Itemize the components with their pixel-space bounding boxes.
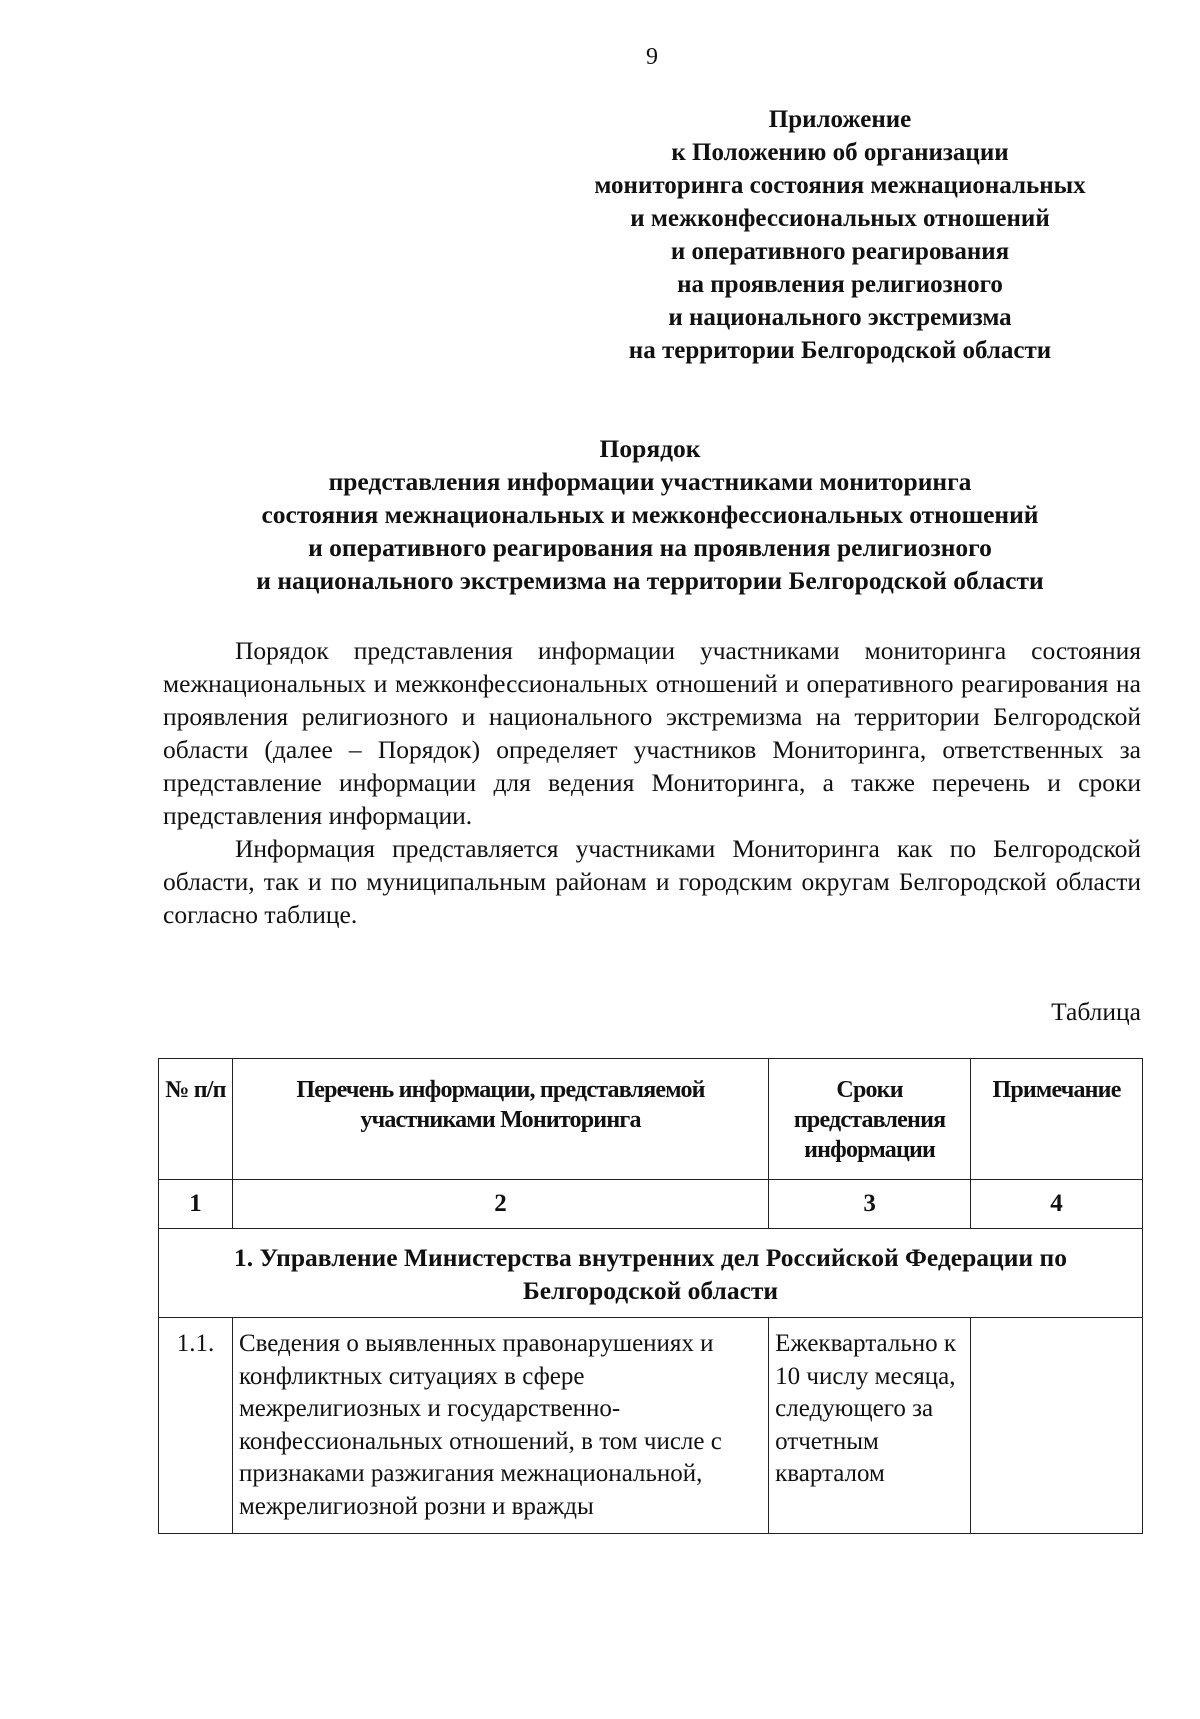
- page-number: 9: [646, 44, 658, 70]
- appendix-line: на проявления религиозного: [677, 271, 1003, 298]
- row-note: [971, 1318, 1143, 1534]
- appendix-line: Приложение: [768, 106, 912, 133]
- information-table: [158, 1058, 1143, 1534]
- appendix-line: и межконфессиональных отношений: [630, 205, 1050, 232]
- appendix-line: к Положению об организации: [671, 139, 1009, 166]
- title-line: и национального экстремизма на территории Белгородской области: [256, 566, 1044, 595]
- column-number: 1: [159, 1180, 233, 1229]
- column-number: 4: [971, 1180, 1143, 1229]
- section-title: 1. Управление Министерства внутренних дел Российской Федерации по Белгородской области: [159, 1229, 1143, 1318]
- paragraph: Информация представляется участниками Мониторинга как по Белгородской области, так и по муниципальным районам и городским округам Белгородской области согласно таблице.: [163, 834, 1141, 929]
- body-text: [163, 634, 1141, 931]
- column-number: 3: [769, 1180, 971, 1229]
- header-note: Примечание: [971, 1059, 1143, 1180]
- appendix-line: и оперативного реагирования: [670, 238, 1010, 265]
- row-num: 1.1.: [159, 1318, 233, 1534]
- title-line: Порядок: [599, 434, 701, 463]
- row-deadline: Ежеквартально к 10 числу месяца, следующего за отчетным кварталом: [769, 1318, 971, 1534]
- appendix-line: на территории Белгородской области: [628, 337, 1052, 364]
- column-number-row: [159, 1180, 1143, 1229]
- header-info-list: Перечень информации, представляемой участниками Мониторинга: [232, 1059, 768, 1180]
- title-line: состояния межнациональных и межконфессиональных отношений: [261, 500, 1039, 529]
- appendix-line: мониторинга состояния межнациональных: [594, 172, 1086, 199]
- header-num: № п/п: [159, 1059, 233, 1180]
- appendix-line: и национального экстремизма: [668, 304, 1012, 331]
- table-row: [159, 1318, 1143, 1534]
- document-title: [160, 432, 1140, 597]
- column-number: 2: [232, 1180, 768, 1229]
- table-caption: Таблица: [1051, 997, 1141, 1026]
- appendix-header: [560, 103, 1120, 367]
- title-line: и оперативного реагирования на проявления религиозного: [308, 533, 992, 562]
- title-line: представления информации участниками мониторинга: [328, 467, 972, 496]
- row-info: Сведения о выявленных правонарушениях и конфликтных ситуациях в сфере межрелигиозных и государственно-конфессиональных отношений, в том числе с признаками разжигания межнациональной, межрелигиозной розни и вражды: [232, 1318, 768, 1534]
- table-header-row: [159, 1059, 1143, 1180]
- header-deadline: Сроки представления информации: [769, 1059, 971, 1180]
- section-row: [159, 1229, 1143, 1318]
- paragraph: Порядок представления информации участниками мониторинга состояния межнациональных и межконфессиональных отношений и оперативного реагирования на проявления религиозного и национального экстремизма на территории Белгородской области (далее – Порядок) определяет участников Мониторинга, ответственных за представление информации для ведения Мониторинга, а также перечень и сроки представления информации.: [163, 636, 1141, 830]
